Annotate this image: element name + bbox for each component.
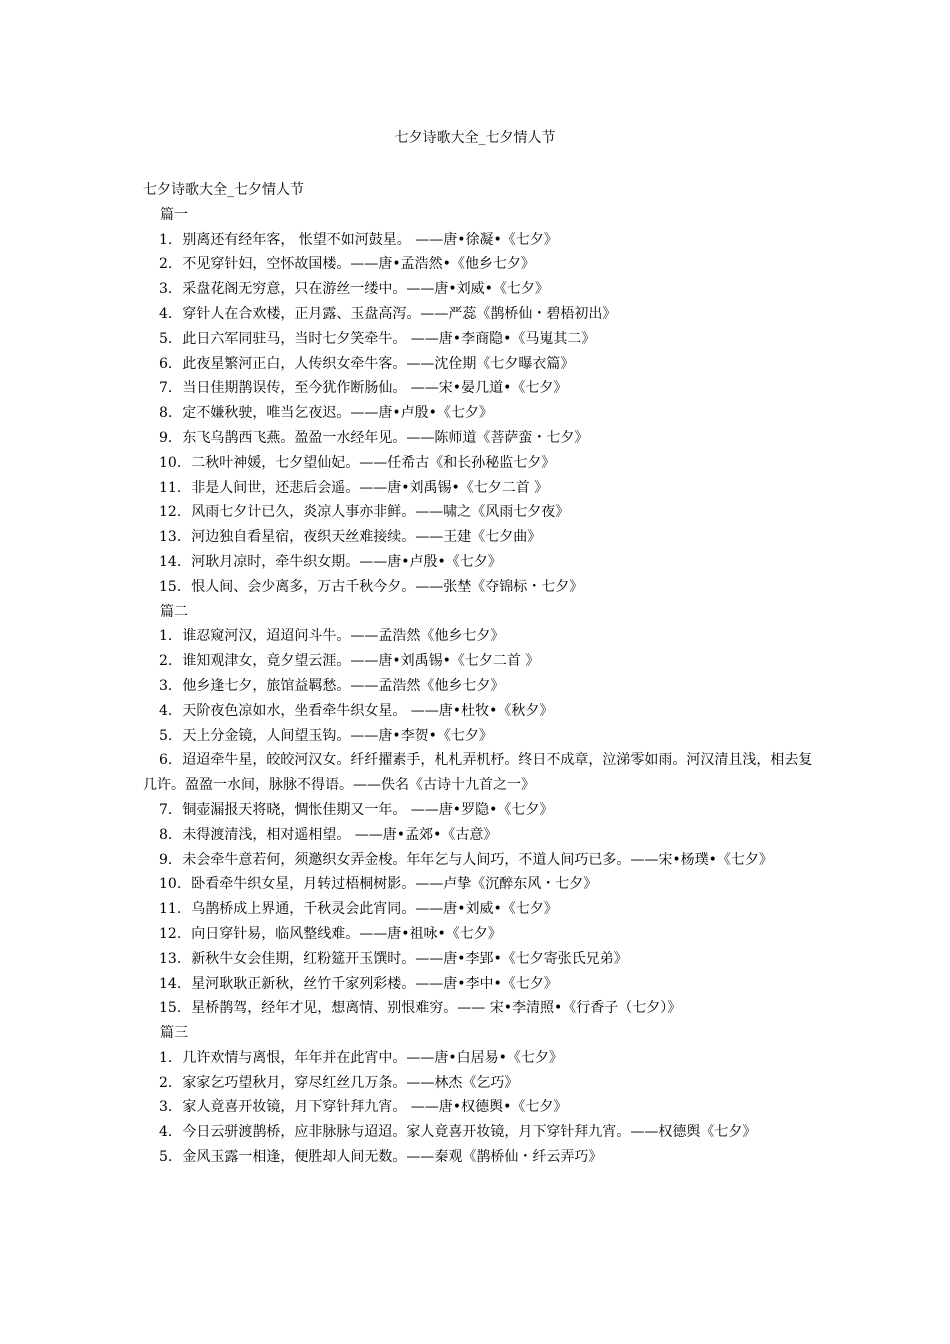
list-item — [143, 550, 813, 575]
item-text: 穿针人在合欢楼，正月露、玉盘高泻。——严蕊《鹊桥仙・碧梧初出》 — [182, 305, 617, 322]
item-number: 15. — [159, 1000, 182, 1017]
list-item — [143, 476, 813, 501]
list-item — [143, 1095, 813, 1120]
item-text: 未得渡清浅，相对遥相望。 ——唐•孟郊•《古意》 — [182, 826, 498, 843]
document-body — [143, 178, 813, 1170]
item-number: 1. — [159, 628, 173, 645]
item-number: 11. — [159, 901, 182, 918]
item-text: 家人竟喜开妆镜，月下穿针拜九宵。 ——唐•权德舆•《七夕》 — [182, 1099, 568, 1116]
item-text: 当日佳期鹊误传，至今犹作断肠仙。 ——宋•晏几道•《七夕》 — [182, 380, 568, 397]
item-text: 天上分金镜，人间望玉钩。——唐•李贺•《七夕》 — [182, 727, 493, 744]
section-heading: 篇三 — [160, 1025, 188, 1042]
item-text: 此夜星繁河正白，人传织女牵牛客。——沈佺期《七夕曝衣篇》 — [182, 355, 575, 372]
list-item — [143, 624, 813, 649]
item-text: 不见穿针妇，空怀故国楼。——唐•孟浩然•《他乡七夕》 — [182, 256, 535, 273]
item-number: 13. — [159, 950, 182, 967]
section-heading: 篇一 — [160, 206, 188, 223]
item-text: 非是人间世，还悲后会遥。——唐•刘禹锡•《七夕二首 》 — [191, 479, 549, 496]
item-number: 2. — [159, 1074, 173, 1091]
list-item — [143, 724, 813, 749]
item-text: 铜壶漏报天将晓，惆怅佳期又一年。 ——唐•罗隐•《七夕》 — [182, 801, 554, 818]
item-number: 15. — [159, 578, 182, 595]
item-number: 2. — [159, 256, 173, 273]
list-item — [143, 252, 813, 277]
item-number: 12. — [159, 925, 182, 942]
list-item — [143, 897, 813, 922]
item-text: 东飞乌鹊西飞燕。盈盈一水经年见。——陈师道《菩萨蛮・七夕》 — [182, 429, 589, 446]
list-item — [143, 996, 813, 1021]
item-number: 7. — [159, 380, 173, 397]
item-number: 1. — [159, 231, 173, 248]
item-number: 5. — [159, 330, 173, 347]
item-text: 谁忍窥河汉，迢迢问斗牛。——孟浩然《他乡七夕》 — [182, 628, 505, 645]
list-item — [143, 848, 813, 873]
item-number: 3. — [159, 677, 173, 694]
list-item — [143, 426, 813, 451]
list-item — [143, 277, 813, 302]
item-number: 5. — [159, 1149, 173, 1166]
list-item — [143, 401, 813, 426]
list-item — [143, 352, 813, 377]
item-text: 几许欢情与离恨，年年并在此宵中。——唐•白居易•《七夕》 — [182, 1049, 563, 1066]
item-text: 恨人间、会少离多，万古千秋今夕。——张埜《夺锦标・七夕》 — [191, 578, 584, 595]
item-number: 9. — [159, 851, 173, 868]
list-item — [143, 649, 813, 674]
item-number: 8. — [159, 405, 173, 422]
item-text: 向日穿针易，临风整线难。——唐•祖咏•《七夕》 — [191, 925, 502, 942]
item-number: 10. — [159, 876, 182, 893]
list-item — [143, 327, 813, 352]
item-text: 定不嫌秋驶，唯当乞夜迟。——唐•卢殷•《七夕》 — [182, 405, 493, 422]
list-item — [143, 972, 813, 997]
list-item — [143, 823, 813, 848]
list-item — [143, 1071, 813, 1096]
item-text: 乌鹊桥成上界通，千秋灵会此宵同。——唐•刘威•《七夕》 — [191, 901, 558, 918]
list-item — [143, 674, 813, 699]
list-item — [143, 376, 813, 401]
item-text: 未会牵牛意若何，须邀织女弄金梭。年年乞与人间巧，不道人间巧已多。——宋•杨璞•《七夕》 — [182, 851, 773, 868]
item-number: 4. — [159, 305, 173, 322]
item-number: 4. — [159, 1124, 173, 1141]
item-number: 6. — [159, 752, 173, 769]
list-item — [143, 451, 813, 476]
item-number: 5. — [159, 727, 173, 744]
item-number: 7. — [159, 801, 173, 818]
list-item — [143, 922, 813, 947]
item-text: 星桥鹊驾，经年才见，想离情、别恨难穷。—— 宋•李清照•《行香子（七夕）》 — [191, 1000, 682, 1017]
item-number: 11. — [159, 479, 182, 496]
item-number: 3. — [159, 1099, 173, 1116]
list-item — [143, 228, 813, 253]
list-item — [143, 798, 813, 823]
list-item — [143, 500, 813, 525]
item-number: 9. — [159, 429, 173, 446]
item-text: 河边独自看星宿，夜织天丝难接续。——王建《七夕曲》 — [191, 529, 542, 546]
list-item — [143, 748, 813, 798]
list-item — [143, 525, 813, 550]
list-item — [143, 1120, 813, 1145]
item-text: 金风玉露一相逢，便胜却人间无数。——秦观《鹊桥仙・纤云弄巧》 — [182, 1149, 603, 1166]
item-text: 星河耿耿正新秋，丝竹千家列彩楼。——唐•李中•《七夕》 — [191, 975, 558, 992]
item-text: 谁知观津女，竟夕望云涯。——唐•刘禹锡•《七夕二首 》 — [182, 653, 540, 670]
item-number: 12. — [159, 504, 182, 521]
item-text: 天阶夜色凉如水，坐看牵牛织女星。 ——唐•杜牧•《秋夕》 — [182, 702, 554, 719]
item-number: 8. — [159, 826, 173, 843]
body-heading: 七夕诗歌大全_七夕情人节 — [143, 182, 304, 198]
item-text: 新秋牛女会佳期，红粉筵开玉馔时。——唐•李郢•《七夕寄张氏兄弟》 — [191, 950, 628, 967]
item-number: 1. — [159, 1049, 173, 1066]
item-text: 风雨七夕计已久，炎凉人事亦非鲜。——啸之《风雨七夕夜》 — [191, 504, 570, 521]
item-number: 14. — [159, 975, 182, 992]
item-text: 别离还有经年客， 怅望不如河鼓星。 ——唐•徐凝•《七夕》 — [182, 231, 558, 248]
document-title: 七夕诗歌大全_七夕情人节 — [394, 130, 556, 146]
item-text: 采盘花阁无穷意，只在游丝一缕中。——唐•刘威•《七夕》 — [182, 281, 549, 298]
list-item — [143, 302, 813, 327]
item-text: 迢迢牵牛星，皎皎河汉女。纤纤擢素手，札札弄机杼。终日不成章，泣涕零如雨。河汉清且浅，相去复几许。盈盈一水间，脉脉不得语。——佚名《古诗十九首之一》 — [143, 752, 813, 794]
item-number: 2. — [159, 653, 173, 670]
section-heading: 篇二 — [160, 603, 188, 620]
item-text: 此日六军同驻马，当时七夕笑牵牛。 ——唐•李商隐•《马嵬其二》 — [182, 330, 596, 347]
item-number: 6. — [159, 355, 173, 372]
item-text: 河耿月凉时，牵牛织女期。——唐•卢殷•《七夕》 — [191, 553, 502, 570]
item-text: 卧看牵牛织女星，月转过梧桐树影。——卢挚《沉醉东风・七夕》 — [191, 876, 598, 893]
item-number: 14. — [159, 553, 182, 570]
item-number: 10. — [159, 454, 182, 471]
item-number: 13. — [159, 529, 182, 546]
list-item — [143, 947, 813, 972]
item-number: 3. — [159, 281, 173, 298]
list-item — [143, 872, 813, 897]
list-item — [143, 1046, 813, 1071]
item-text: 二秋叶神媛，七夕望仙妃。——任希古《和长孙秘监七夕》 — [191, 454, 556, 471]
item-number: 4. — [159, 702, 173, 719]
item-text: 今日云骈渡鹊桥，应非脉脉与迢迢。家人竟喜开妆镜，月下穿针拜九宵。——权德舆《七夕》 — [182, 1124, 757, 1141]
item-text: 家家乞巧望秋月，穿尽红丝几万条。——林杰《乞巧》 — [182, 1074, 519, 1091]
list-item — [143, 699, 813, 724]
list-item — [143, 1145, 813, 1170]
list-item — [143, 575, 813, 600]
item-text: 他乡逢七夕，旅馆益羁愁。——孟浩然《他乡七夕》 — [182, 677, 505, 694]
